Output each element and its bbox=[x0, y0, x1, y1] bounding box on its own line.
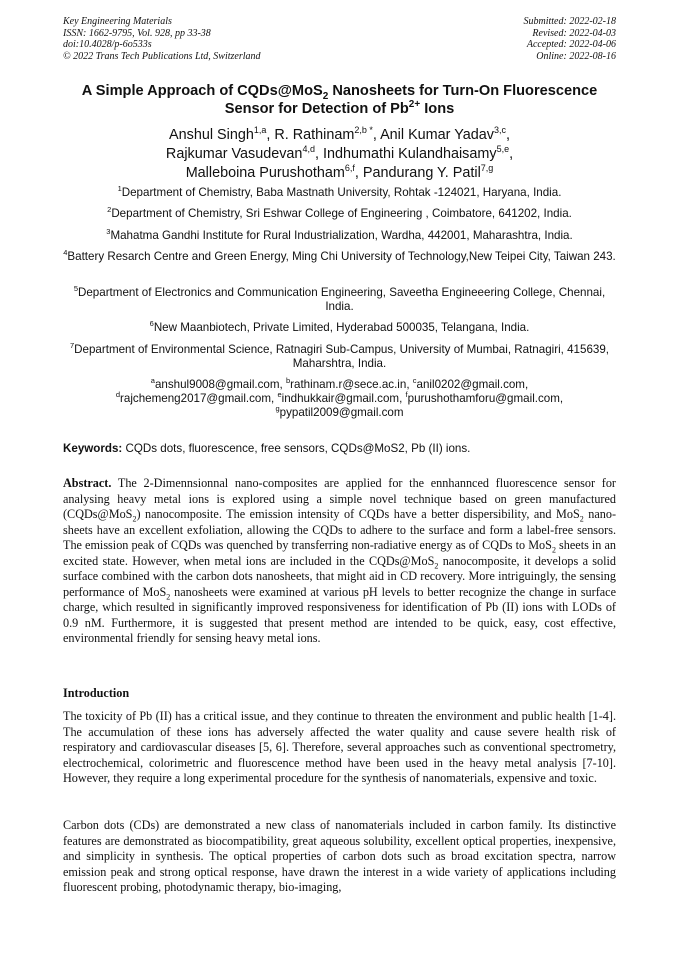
author-emails bbox=[63, 378, 616, 421]
affiliation-1: $^1$Department of Chemistry, Baba Mastnath University, Rohtak -124021, Haryana, India. bbox=[117, 184, 562, 199]
abstract-label: Abstract. bbox=[63, 476, 112, 490]
email: $^f$purushothamforu@gmail.com, bbox=[405, 390, 564, 406]
affiliation-4: $^4$Battery Resarch Centre and Green Energy, Ming Chi University of Technology,New Teipei City, Taiwan 243. bbox=[63, 248, 616, 263]
introduction-paragraph-2: Carbon dots (CDs) are demonstrated a new class of nanomaterials included in carbon family. Its distinctive features are demonstrated as biocompatibility, great aqueous solubility, excellent optical properties, inexpensive, and simplicity in synthesis. The optical properties of carbon dots such as broad excitation spectra, narrow emission peak and strong optical response, have drawn the interest in a wide variety of applications including fluorescent probing, photodynamic therapy, bio-imaging, bbox=[63, 818, 616, 894]
journal-name: Key Engineering Materials bbox=[63, 16, 172, 27]
title-superscript: 2+ bbox=[408, 98, 421, 110]
email: $^d$rajchemeng2017@gmail.com, bbox=[115, 390, 278, 406]
introduction-paragraph-1: The toxicity of Pb (II) has a critical issue, and they continue to threaten the environment and public health [1-4]. The accumulation of these ions has adversely affected the water quality and cause severe health risk of respiratory and cardiovascular diseases [5, 6]. Therefore, several approaches such as conventional spectrometry, electrochemical, colorimetric and fluorescence method have been used in the heavy metal analysis [7-10]. However, they require a long experimental procedure for the synthesis of nanomaterials, expensive and toxic. bbox=[63, 709, 616, 785]
paper-title bbox=[63, 83, 616, 118]
author: Anshul Singh$^{1,a}$, bbox=[169, 125, 275, 143]
author: Anil Kumar Yadav$^{3,c}$, bbox=[380, 125, 510, 143]
dates-header bbox=[524, 16, 617, 62]
author-list bbox=[63, 126, 616, 182]
email: $^a$anshul9008@gmail.com, bbox=[150, 376, 286, 391]
affiliation-6: $^6$New Maanbiotech, Private Limited, Hyderabad 500035, Telangana, India. bbox=[149, 319, 530, 334]
author: Rajkumar Vasudevan$^{4,d}$, bbox=[165, 144, 323, 162]
email: $^c$anil0202@gmail.com, bbox=[412, 376, 529, 391]
affiliation-3: $^3$Mahatma Gandhi Institute for Rural Industrialization, Wardha, 442001, Maharashtra, India. bbox=[106, 227, 573, 242]
email: $^g$pypatil2009@gmail.com bbox=[275, 404, 404, 420]
date-revised: Revised: 2022-04-03 bbox=[532, 27, 616, 39]
introduction-heading: Introduction bbox=[63, 686, 130, 700]
journal-issn: ISSN: 1662-9795, Vol. 928, pp 33-38 bbox=[63, 27, 211, 39]
journal-doi: doi:10.4028/p-6o533s bbox=[63, 39, 152, 51]
affiliation-5: $^5$Department of Electronics and Communication Engineering, Saveetha Engineeering College, Chennai, India. bbox=[73, 284, 606, 314]
title-subscript: 2 bbox=[322, 90, 329, 102]
title-part: Ions bbox=[420, 100, 455, 117]
author: Indhumathi Kulandhaisamy$^{5,e}$, bbox=[322, 144, 514, 162]
date-accepted: Accepted: 2022-04-06 bbox=[526, 39, 616, 51]
journal-copyright: © 2022 Trans Tech Publications Ltd, Switzerland bbox=[63, 50, 261, 62]
date-submitted: Submitted: 2022-02-18 bbox=[523, 16, 616, 27]
title-part: A Simple Approach of CQDs@MoS bbox=[81, 83, 323, 99]
title-part: Nanosheets for Turn-On Fluorescence Sensor for Detection of Pb bbox=[224, 83, 598, 117]
author: Pandurang Y. Patil$^{7,g}$ bbox=[362, 162, 494, 181]
keywords-label: Keywords: bbox=[63, 442, 123, 455]
author: R. Rathinam$^{2,b *}$, bbox=[274, 125, 381, 143]
abstract: Abstract. The 2-Dimennsionnal nano-composites are applied for the ennhannced fluorescence sensor for analysing heavy metal ions is explored using a simple novel technique based on green manufactured (CQDs@MoS$_2$) nanocomposite. The emission intensity of CQDs have a better dispersibility, and MoS$_2$ nano-sheets have an excellent exfoliation, allowing the CQDs to adhere to the surface and form a label-free sensors. The emission peak of CQDs was quenched by transferring non-radiative energy as of CQDs to MoS$_2$ sheets in an excited state. However, when metal ions are included in the CQDs@MoS$_2$ nanocomposite, it develops a solid surface combined with the carbon dots nanosheets, that might aid in CD recovery. More intriguingly, the sensing performance of MoS$_2$ nanosheets were examined at various pH levels to better recognize the change in surface charge, which resulted in significantly improved responsiveness for identification of Pb (II) ions with LODs of 0.9 nM. Furthermore, it is suggested that present method are intended to be quick, easy, cost effective, environmental friendly for sensing heavy metal ions. bbox=[63, 476, 617, 645]
email: $^e$indhukkair@gmail.com, bbox=[277, 390, 406, 406]
date-online: Online: 2022-08-16 bbox=[536, 50, 616, 62]
keywords-text: CQDs dots, fluorescence, free sensors, CQDs@MoS2, Pb (II) ions. bbox=[122, 442, 471, 455]
keywords bbox=[63, 442, 616, 456]
author: Malleboina Purushotham$^{6,f}$, bbox=[185, 162, 363, 181]
email: $^b$rathinam.r@sece.ac.in, bbox=[285, 376, 413, 391]
affiliation-2: $^2$Department of Chemistry, Sri Eshwar College of Engineering , Coimbatore, 641202, India. bbox=[107, 205, 572, 220]
affiliation-7: $^7$Department of Environmental Science, Ratnagiri Sub-Campus, University of Mumbai, Ratnagiri, 415639, Maharshtra, India. bbox=[69, 341, 610, 371]
journal-header bbox=[63, 16, 261, 62]
